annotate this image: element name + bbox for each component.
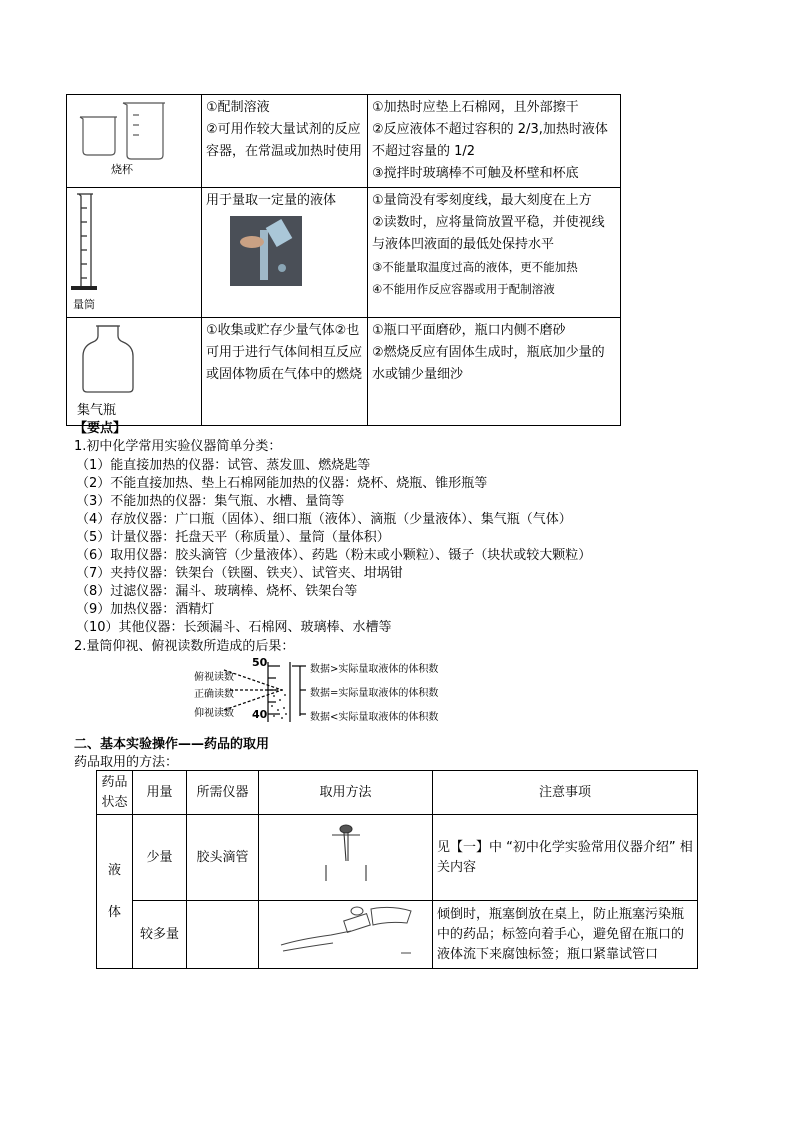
beaker-icon [67,95,200,179]
beaker-use-2: ②可用作较大量试剂的反应容器，在常温或加热时使用 [206,122,363,159]
reagent-row-large [97,901,698,969]
beaker-note-1: ①加热时应垫上石棉网，且外部擦干 [372,100,579,115]
result-equal-label: 数据=实际量取液体的体积数 [310,688,439,699]
overhead-reading-label: 俯视读数 [194,672,234,683]
instrument-table [66,94,621,426]
category-item: （5）计量仪器：托盘天平（称质量）、量筒（量体积） [76,530,390,545]
table-row-cylinder [67,188,621,318]
gas-jar-note-2: ②燃烧反应有固体生成时，瓶底加少量的水或铺少量细沙 [372,345,605,382]
table-row-gas-jar [67,318,621,426]
category-item: （3）不能加热的仪器：集气瓶、水槽、量筒等 [76,494,345,509]
key-points-heading: 【要点】 [74,421,127,436]
cylinder-note-3: ③不能量取温度过高的液体，更不能加热 [372,260,578,274]
pouring-into-cylinder-photo [230,216,302,286]
cylinder-notes [368,188,621,318]
instrument-dropper: 胶头滴管 [187,815,259,901]
section2-title: 二、基本实验操作——药品的取用 [74,737,270,752]
header-method: 取用方法 [259,771,433,815]
beaker-label: 烧杯 [111,163,133,176]
header-instrument: 所需仪器 [187,771,259,815]
category-item: （7）夹持仪器：铁架台（铁圈、铁夹）、试管夹、坩埚钳 [76,566,403,581]
note-large: 倾倒时，瓶塞倒放在桌上，防止瓶塞污染瓶中的药品；标签向着手心，避免留在瓶口的液体流下来腐蚀标签；瓶口紧靠试管口 [433,901,698,969]
beaker-notes [368,95,621,188]
reagent-header-row [97,771,698,815]
scale-50-label: 50 [252,656,268,669]
beaker-image-cell [67,95,202,188]
category-item: （9）加热仪器：酒精灯 [76,602,215,617]
method-pouring-cell [259,901,433,969]
reading-error-title: 2.量筒仰视、俯视读数所造成的后果： [74,639,295,654]
note-small: 见【一】中 “初中化学实验常用仪器介绍” 相关内容 [433,815,698,901]
beaker-use-1: ①配制溶液 [206,100,270,115]
method-dropper-cell [259,815,433,901]
category-item: （10）其他仪器：长颈漏斗、石棉网、玻璃棒、水槽等 [76,620,392,635]
beaker-note-2: ②反应液体不超过容积的 2/3,加热时液体不超过容量的 1/2 [372,122,608,159]
gas-jar-note-1: ①瓶口平面磨砂，瓶口内侧不磨砂 [372,323,566,338]
gas-jar-image-cell [67,318,202,426]
cylinder-image-cell [67,188,202,318]
reading-diagram [190,658,480,724]
cylinder-note-1: ①量筒没有零刻度线，最大刻度在上方 [372,193,592,208]
reagent-row-small [97,815,698,901]
category-item: （1）能直接加热的仪器：试管、蒸发皿、燃烧匙等 [76,458,371,473]
category-item: （4）存放仪器：广口瓶（固体）、细口瓶（液体）、滴瓶（少量液体）、集气瓶（气体） [76,512,572,527]
table-row-beaker [67,95,621,188]
pouring-illustration [261,901,431,961]
dropper-illustration [286,819,406,889]
state-liquid: 液体 [97,815,133,969]
cylinder-use-1: 用于量取一定量的液体 [206,193,337,208]
category-item: （6）取用仪器：胶头滴管（少量液体）、药匙（粉末或小颗粒）、镊子（块状或较大颗粒） [76,548,592,563]
gas-jar-use-1: ①收集或贮存少量气体②也可用于进行气体间相互反应或固体物质在气体中的燃烧 [206,323,363,382]
gas-jar-label: 集气瓶 [77,403,117,418]
upward-reading-label: 仰视读数 [194,708,234,719]
beaker-uses [202,95,368,188]
header-amount: 用量 [133,771,187,815]
amount-large: 较多量 [133,901,187,969]
category-item: （2）不能直接加热、垫上石棉网能加热的仪器：烧杯、烧瓶、锥形瓶等 [76,476,488,491]
instrument-empty [187,901,259,969]
correct-reading-label: 正确读数 [194,689,234,700]
category-item: （8）过滤仪器：漏斗、玻璃棒、烧杯、铁架台等 [76,584,358,599]
gas-jar-notes [368,318,621,426]
result-greater-label: 数据>实际量取液体的体积数 [310,664,439,675]
cylinder-uses [202,188,368,318]
cylinder-note-2: ②读数时，应将量筒放置平稳，并使视线与液体凹液面的最低处保持水平 [372,215,605,252]
beaker-note-3: ③搅拌时玻璃棒不可触及杯壁和杯底 [372,166,579,181]
cylinder-note-4: ④不能用作反应容器或用于配制溶液 [372,282,555,296]
scale-40-label: 40 [252,708,268,721]
result-less-label: 数据<实际量取液体的体积数 [310,712,439,723]
cylinder-label: 量筒 [73,298,95,311]
header-notes: 注意事项 [433,771,698,815]
gas-jar-uses [202,318,368,426]
reagent-table [96,770,698,969]
amount-small: 少量 [133,815,187,901]
section2-subtitle: 药品取用的方法： [74,755,179,770]
header-state: 药品状态 [97,771,133,815]
classification-title: 1.初中化学常用实验仪器简单分类： [74,439,282,454]
